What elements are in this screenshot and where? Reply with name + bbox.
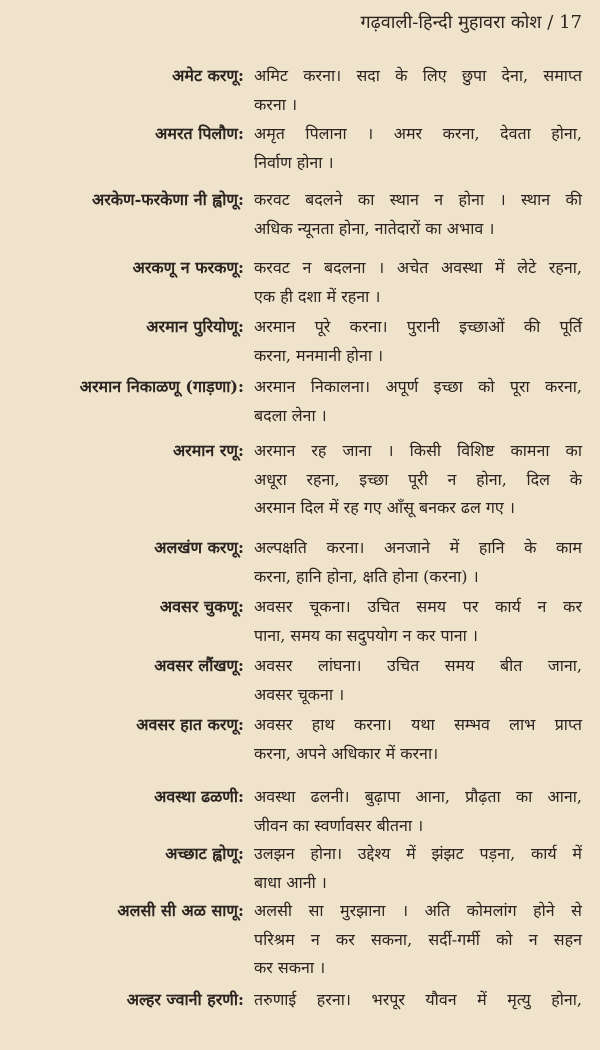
definition-line: करवट न बदलना । अचेत अवस्था में लेटे रहना,: [254, 258, 582, 277]
entry-definition: [254, 62, 582, 119]
entry-definition: [254, 534, 582, 591]
entry-definition: [254, 437, 582, 523]
definition-line: निर्वाण होना ।: [254, 152, 334, 172]
definition-line: अधूरा रहना, इच्छा पूरी न होना, दिल के: [254, 469, 582, 489]
entry-term: अरमान निकाळणू (गाड़णा): [79, 377, 238, 396]
entry-colon: :: [238, 258, 244, 277]
entry-definition: [254, 373, 582, 430]
entry-definition: [254, 652, 582, 709]
definition-line: अवसर लांघना। उचित समय बीत जाना,: [254, 656, 582, 675]
entry-definition: [254, 711, 582, 768]
definition-line: बाधा आनी ।: [254, 872, 327, 892]
definition-line: पाना, समय का सदुपयोग न कर पाना ।: [254, 625, 478, 645]
definition-line: अल्पक्षति करना। अनजाने में हानि के काम: [254, 538, 582, 557]
definition-line: एक ही दशा में रहना ।: [254, 286, 381, 306]
entry-colon: :: [238, 317, 244, 336]
entry-colon: :: [238, 538, 244, 557]
definition-line: करना, हानि होना, क्षति होना (करना) ।: [254, 566, 479, 586]
definition-line: तरुणाई हरना। भरपूर यौवन में मृत्यु होना,: [254, 990, 582, 1009]
definition-line: अरमान पूरे करना। पुरानी इच्छाओं की पूर्ति: [254, 317, 582, 336]
definition-line: अमृत पिलाना । अमर करना, देवता होना,: [254, 124, 582, 143]
entry-colon: :: [238, 990, 244, 1009]
definition-line: अवसर हाथ करना। यथा सम्भव लाभ प्राप्त: [254, 715, 582, 734]
definition-line: अमिट करना। सदा के लिए छुपा देना, समाप्त: [254, 66, 582, 85]
definition-line: अरमान दिल में रह गए आँसू बनकर ढल गए ।: [254, 498, 515, 517]
entry-term: अच्छाट ह्वोणू: [165, 844, 238, 863]
definition-line: परिश्रम न कर सकना, सर्दी-गर्मी को न सहन: [254, 929, 582, 949]
entry-definition: [254, 313, 582, 370]
entry-colon: :: [238, 377, 244, 396]
definition-line: अवसर चूकना। उचित समय पर कार्य न कर: [254, 597, 582, 616]
entry-colon: :: [238, 124, 244, 143]
entry-term: अवसर लौंखणू: [154, 656, 238, 675]
definition-line: बदला लेना ।: [254, 405, 327, 425]
definition-line: अलसी सा मुरझाना । अति कोमलांग होने से: [254, 901, 582, 920]
entry-term: अल्हर ज्वानी हरणी: [126, 990, 238, 1009]
entry-colon: :: [238, 441, 244, 460]
header-separator: /: [547, 12, 554, 33]
book-title: गढ़वाली-हिन्दी मुहावरा कोश: [360, 12, 542, 33]
definition-line: जीवन का स्वर्णावसर बीतना ।: [254, 815, 424, 835]
entry-term: अलखंण करणू: [154, 538, 238, 557]
definition-line: कर सकना ।: [254, 958, 326, 977]
running-header: [360, 10, 582, 34]
entry-colon: :: [238, 656, 244, 675]
entry-term: अलसी सी अळ साणू: [117, 901, 238, 920]
entry-term: अरकणू न फरकणू: [132, 258, 238, 277]
definition-line: करना ।: [254, 94, 298, 114]
entry-term: अरकेण-फरकेणा नी ह्वोणू: [92, 190, 238, 209]
entry-definition: [254, 840, 582, 897]
definition-line: अधिक न्यूनता होना, नातेदारों का अभाव ।: [254, 218, 495, 238]
definition-line: करवट बदलने का स्थान न होना । स्थान की: [254, 190, 582, 209]
definition-line: अवस्था ढलनी। बुढ़ापा आना, प्रौढ़ता का आना,: [254, 787, 582, 806]
entry-colon: :: [238, 787, 244, 806]
entry-definition: [254, 186, 582, 243]
entry-term: अरमान रणू: [172, 441, 238, 460]
entry-definition: [254, 254, 582, 311]
entry-term: अवस्था ढळणी: [154, 787, 238, 806]
entry-definition: [254, 897, 582, 983]
entry-term: अवसर चुकणू: [159, 597, 238, 616]
entry-colon: :: [238, 66, 244, 85]
entry-term: अमरत पिलौण: [155, 124, 238, 143]
entry-colon: :: [238, 597, 244, 616]
entry-definition: [254, 986, 582, 1015]
definition-line: उलझन होना। उद्देश्य में झंझट पड़ना, कार्य में: [254, 844, 582, 863]
entry-definition: [254, 120, 582, 177]
entry-definition: [254, 593, 582, 650]
definition-line: करना, अपने अधिकार में करना।: [254, 743, 439, 763]
entry-colon: :: [238, 715, 244, 734]
definition-line: अरमान निकालना। अपूर्ण इच्छा को पूरा करना,: [254, 377, 582, 396]
page-number: 17: [559, 12, 582, 33]
entry-term: अरमान पुरियोणू: [146, 317, 238, 336]
definition-line: करना, मनमानी होना ।: [254, 345, 384, 365]
entry-colon: :: [238, 844, 244, 863]
entry-colon: :: [238, 901, 244, 920]
entry-colon: :: [238, 190, 244, 209]
entry-definition: [254, 783, 582, 840]
definition-line: अवसर चूकना ।: [254, 684, 345, 704]
definition-line: अरमान रह जाना । किसी विशिष्ट कामना का: [254, 441, 582, 460]
entry-term: अमेट करणू: [172, 66, 238, 85]
entry-term: अवसर हात करणू: [136, 715, 238, 734]
